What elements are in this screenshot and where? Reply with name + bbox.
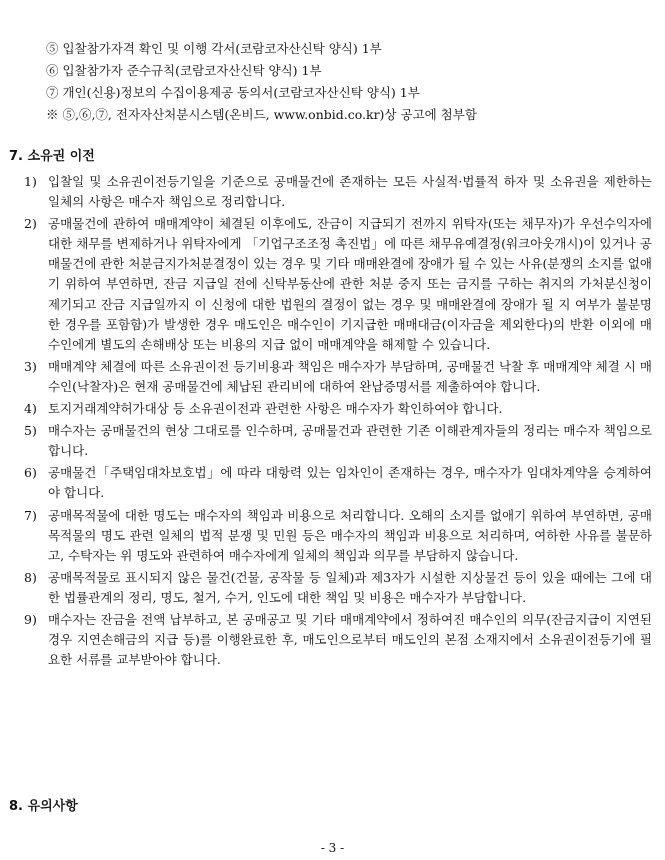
section-7-items <box>24 172 652 672</box>
list-item <box>24 399 652 419</box>
section-7-title: 7. 소유권 이전 <box>9 149 95 164</box>
item-text: 공매목적물로 표시되지 않은 물건(건물, 공작물 등 일체)과 제3자가 시설한 지상물건 등이 있을 때에는 그에 대한 법률관계의 정리, 명도, 철거, 수거, 인도에 대한 책임 및 비용은 매수자가 부담합니다. <box>48 569 652 605</box>
list-item <box>24 421 652 461</box>
list-item <box>24 610 652 670</box>
item-text: 공매물건「주택임대차보호법」에 따라 대항력 있는 임차인이 존재하는 경우, 매수자가 임대차계약을 승계하여야 합니다. <box>48 465 652 501</box>
list-item <box>24 568 652 608</box>
item-number: 2) <box>24 216 37 232</box>
list-item <box>24 463 652 503</box>
item-number: 3) <box>24 358 37 374</box>
list-item <box>24 506 652 566</box>
item-text: 매수자는 잔금을 전액 납부하고, 본 공매공고 및 기타 매매계약에서 정하여진 매수인의 의무(잔금지급이 지연된 경우 지연손해금의 지급 등)를 이행완료한 후, 매도인으로부터 매도인의 본점 소재지에서 소유권이전등기에 필요한 서류를 교부받아야 합니다. <box>48 611 652 668</box>
attachment-item-7: ⑦ 개인(신용)정보의 수집이용제공 동의서(코람코자산신탁 양식) 1부 <box>46 85 420 100</box>
list-item <box>24 357 652 397</box>
item-text: 공매목적물에 대한 명도는 매수자의 책임과 비용으로 처리합니다. 오해의 소지를 없애기 위하여 부연하면, 공매목적물의 명도 관련 일체의 법적 분쟁 및 민원 등은 매수자의 책임과 비용으로 처리하며, 여하한 사유를 불문하고, 수탁자는 위 명도와 관련하여 매수자에게 일체의 책임과 의무를 부담하지 않습니다. <box>48 507 652 563</box>
attachment-note: ※ ⑤,⑥,⑦, 전자자산처분시스템(온비드, www.onbid.co.kr)상 공고에 첨부함 <box>46 107 477 122</box>
attachment-item-6: ⑥ 입찰참가자 준수규칙(코람코자산신탁 양식) 1부 <box>46 63 322 78</box>
item-text: 토지거래계약허가대상 등 소유권이전과 관련한 사항은 매수자가 확인하여야 합니다. <box>48 401 503 417</box>
item-number: 8) <box>24 569 37 585</box>
item-number: 4) <box>24 401 37 417</box>
page-number: - 3 - <box>320 841 345 855</box>
item-number: 7) <box>24 507 37 523</box>
item-text: 입찰일 및 소유권이전등기일을 기준으로 공매물건에 존재하는 모든 사실적·법률적 하자 및 소유권을 제한하는 일체의 사항은 매수자 책임으로 정리합니다. <box>48 174 652 210</box>
item-number: 1) <box>24 174 37 189</box>
item-number: 9) <box>24 611 37 627</box>
attachment-item-5: ⑤ 입찰참가자격 확인 및 이행 각서(코람코자산신탁 양식) 1부 <box>46 41 382 56</box>
item-text: 매매계약 체결에 따른 소유권이전 등기비용과 책임은 매수자가 부담하며, 공매물건 낙찰 후 매매계약 체결 시 매수인(낙찰자)은 현재 공매물건에 체납된 관리비에 대하여 완납증명서를 제출하여야 합니다. <box>48 358 652 394</box>
item-text: 공매물건에 관하여 매매계약이 체결된 이후에도, 잔금이 지급되기 전까지 위탁자(또는 채무자)가 우선수익자에 대한 채무를 변제하거나 위탁자에게 「기업구조조정 촉진법」에 따른 채무유예결정(워크아웃개시)이 있거나 공매물건에 관한 처분금지가처분결정이 있는 경우 및 기타 매매완결에 장애가 될 수 있는 사유(분쟁의 소지를 없애기 위하여 부연하면, 잔금 지급일 전에 신탁부동산에 관한 처분 중지 또는 금지를 구하는 취지의 가처분신청이 제기되고 잔금 지급일까지 이 신청에 대한 법원의 결정이 없는 경우 및 매매완결에 장애가 될 지 여부가 불분명한 경우를 포함함)가 발생한 경우 매도인은 매수인이 기지급한 매매대금(이자금을 제외한다)의 반환 이외에 매수인에게 별도의 손해배상 또는 비용의 지급 없이 매매계약을 해제할 수 있습니다. <box>48 216 652 352</box>
section-8-title: 8. 유의사항 <box>9 799 78 814</box>
item-number: 6) <box>24 465 37 481</box>
list-item <box>24 172 652 212</box>
list-item <box>24 214 652 355</box>
item-text: 매수자는 공매물건의 현상 그대로를 인수하며, 공매물건과 관련한 기존 이해관계자들의 정리는 매수자 책임으로 합니다. <box>48 423 652 459</box>
item-number: 5) <box>24 423 37 439</box>
